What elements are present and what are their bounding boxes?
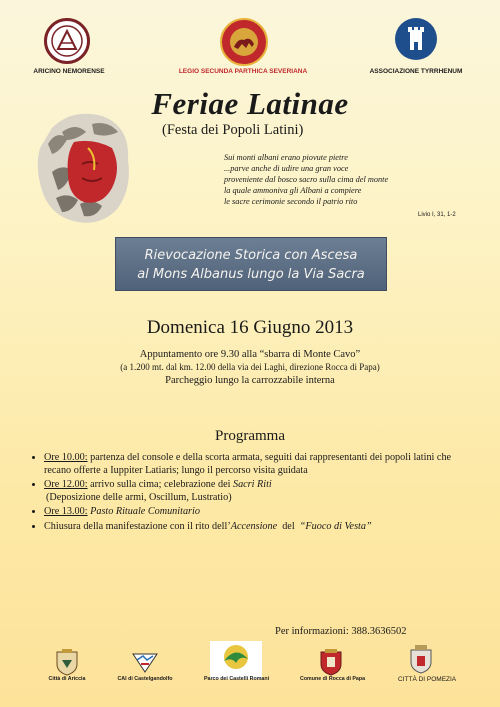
footer-caption-rocca: Comune di Rocca di Papa <box>300 676 366 682</box>
meeting-line-3: Parcheggio lungo la carrozzabile interna <box>165 375 335 386</box>
footer-caption-pomezia: CITTÀ DI POMEZIA <box>398 676 457 683</box>
rocca-crest-icon <box>318 648 344 676</box>
archeoclub-logo <box>44 18 90 64</box>
tower-icon <box>395 18 437 60</box>
page-subtitle: (Festa dei Popoli Latini) <box>162 122 304 138</box>
archeoclub-icon <box>47 21 87 61</box>
footer-caption-parco: Parco dei Castelli Romani <box>204 676 270 682</box>
banner-line-1: Rievocazione Storica con Ascesa <box>144 248 358 263</box>
event-banner <box>115 237 387 291</box>
event-date: Domenica 16 Giugno 2013 <box>146 317 354 338</box>
tyrrhenum-logo <box>395 18 437 60</box>
verse-line-2: ...parve anche di udire una gran voce <box>224 164 349 173</box>
verse-line-5: le sacre cerimonie secondo il patrio rito <box>224 197 358 206</box>
item-2-text-b: (Deposizione delle armi, Oscillum, Lustratio) <box>46 491 232 503</box>
logo-caption-legio: LEGIO SECUNDA PARTHICA SEVERIANA <box>178 68 308 75</box>
logo-caption-tyrrhenum: ASSOCIAZIONE TYRRHENUM <box>369 68 463 75</box>
cai-logo-icon <box>131 650 159 674</box>
ariccia-crest-icon <box>54 648 80 676</box>
item-4-text-italic-2: “Fuoco di Vesta” <box>299 520 372 532</box>
programma-item-4 <box>44 521 480 534</box>
verse-citation: Livio I, 31, 1-2 <box>418 212 456 218</box>
item-2-time: Ore 12.00: <box>44 479 88 490</box>
verse-line-1: Sui monti albani erano piovute pietre <box>224 153 348 162</box>
programma-heading: Programma <box>215 428 285 444</box>
legio-icon <box>222 20 266 64</box>
pomezia-crest-icon <box>408 644 434 674</box>
footer-caption-cai: CAI di Castelgandolfo <box>117 676 173 682</box>
verse-line-4: la quale ammoniva gli Albani a compiere <box>224 186 362 195</box>
footer-caption-ariccia: Città di Ariccia <box>48 676 86 682</box>
item-1-text: partenza del console e della scorta armata, seguiti dai rappresentanti dei popoli latini che recano offerte a Iuppiter Latiaris; lungo il percorso visita guidata <box>44 452 452 476</box>
meeting-line-2: (a 1.200 mt. dal km. 12.00 della via dei Laghi, direzione Rocca di Papa) <box>120 362 380 372</box>
item-4-text-a: Chiusura della manifestazione con il rito dell’ <box>44 520 231 532</box>
programma-list <box>30 452 480 535</box>
parco-logo-icon <box>210 641 262 673</box>
item-4-text-italic-1: Accensione <box>230 520 278 532</box>
item-4-text-b: del <box>277 520 300 532</box>
meeting-line-1: Appuntamento ore 9.30 alla “sbarra di Monte Cavo” <box>139 349 361 360</box>
item-2-text-italic: Sacri Riti <box>232 479 272 490</box>
programma-item-2 <box>44 479 480 504</box>
jupiter-head-illustration <box>32 108 140 228</box>
item-3-text-italic: Pasto Rituale Comunitario <box>87 506 200 517</box>
item-1-time: Ore 10.00: <box>44 452 88 463</box>
page-title: Feriae Latinae <box>151 86 349 121</box>
item-3-time: Ore 13.00: <box>44 506 88 517</box>
programma-item-1 <box>44 452 480 477</box>
item-2-text-a: arrivo sulla cima; celebrazione dei <box>87 479 233 490</box>
logo-caption-aricino: ARICINO NEMORENSE <box>33 68 105 75</box>
parco-logo-box <box>210 641 262 679</box>
contact-info: Per informazioni: 388.3636502 <box>275 626 407 637</box>
banner-line-2: al Mons Albanus lungo la Via Sacra <box>137 267 365 282</box>
programma-item-3 <box>44 506 480 519</box>
verse-line-3: proveniente dal bosco sacro sulla cima del monte <box>224 175 389 184</box>
legio-logo <box>220 18 268 66</box>
